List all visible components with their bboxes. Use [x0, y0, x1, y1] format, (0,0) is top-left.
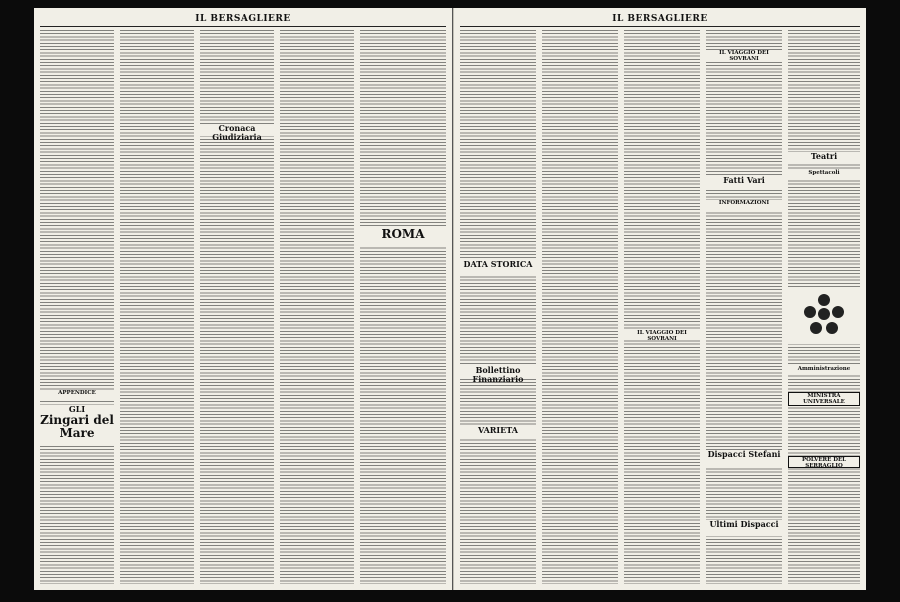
zingari-heading-line1: GLI	[68, 404, 86, 414]
right-column-1	[460, 30, 536, 584]
zingari-heading-line2: Zingari del Mare	[40, 413, 114, 440]
left-masthead: IL BERSAGLIERE	[195, 14, 291, 24]
left-column-3	[200, 30, 274, 584]
varieta-heading: VARIETA	[477, 425, 518, 435]
bollettino-heading: Bollettino Finanziario	[472, 365, 524, 384]
right-masthead: IL BERSAGLIERE	[612, 14, 708, 24]
right-column-2	[542, 30, 618, 584]
right-newspaper-page	[454, 8, 866, 590]
masthead-rule	[460, 26, 860, 27]
flower-illustration	[804, 294, 844, 338]
left-column-1	[40, 30, 114, 584]
teatri-heading: Teatri	[810, 151, 838, 161]
spettacoli-heading: Spettacoli	[808, 170, 840, 176]
flower-advert	[788, 288, 860, 344]
right-column-4	[706, 30, 782, 584]
appendice-heading: APPENDICE	[58, 390, 96, 396]
data-storica-heading: DATA STORICA	[463, 259, 533, 269]
cronaca-heading: Cronaca Giudiziaria	[212, 123, 262, 142]
dispacci-heading: Dispacci Stefani	[707, 449, 781, 459]
masthead-rule	[40, 26, 446, 27]
right-column-5	[788, 30, 860, 584]
fatti-vari-heading: Fatti Vari	[723, 175, 765, 185]
polvere-heading: POLVERE DEL SERRAGLIO	[801, 457, 847, 469]
left-newspaper-page	[34, 8, 453, 590]
left-column-4	[280, 30, 354, 584]
roma-heading: ROMA	[381, 227, 425, 241]
viaggio-sovrani-heading-1: IL VIAGGIO DEI SOVRANI	[637, 330, 687, 342]
right-column-3	[624, 30, 700, 584]
left-column-5	[360, 30, 446, 584]
informazioni-heading: INFORMAZIONI	[718, 200, 770, 206]
viaggio-sovrani-heading-2: IL VIAGGIO DEI SOVRANI	[719, 50, 769, 62]
ultimi-dispacci-heading: Ultimi Dispacci	[709, 519, 779, 529]
amministrazione-heading: Amministrazione	[797, 366, 851, 372]
left-column-2	[120, 30, 194, 584]
ministra-heading: MINISTRA UNIVERSALE	[803, 393, 845, 405]
